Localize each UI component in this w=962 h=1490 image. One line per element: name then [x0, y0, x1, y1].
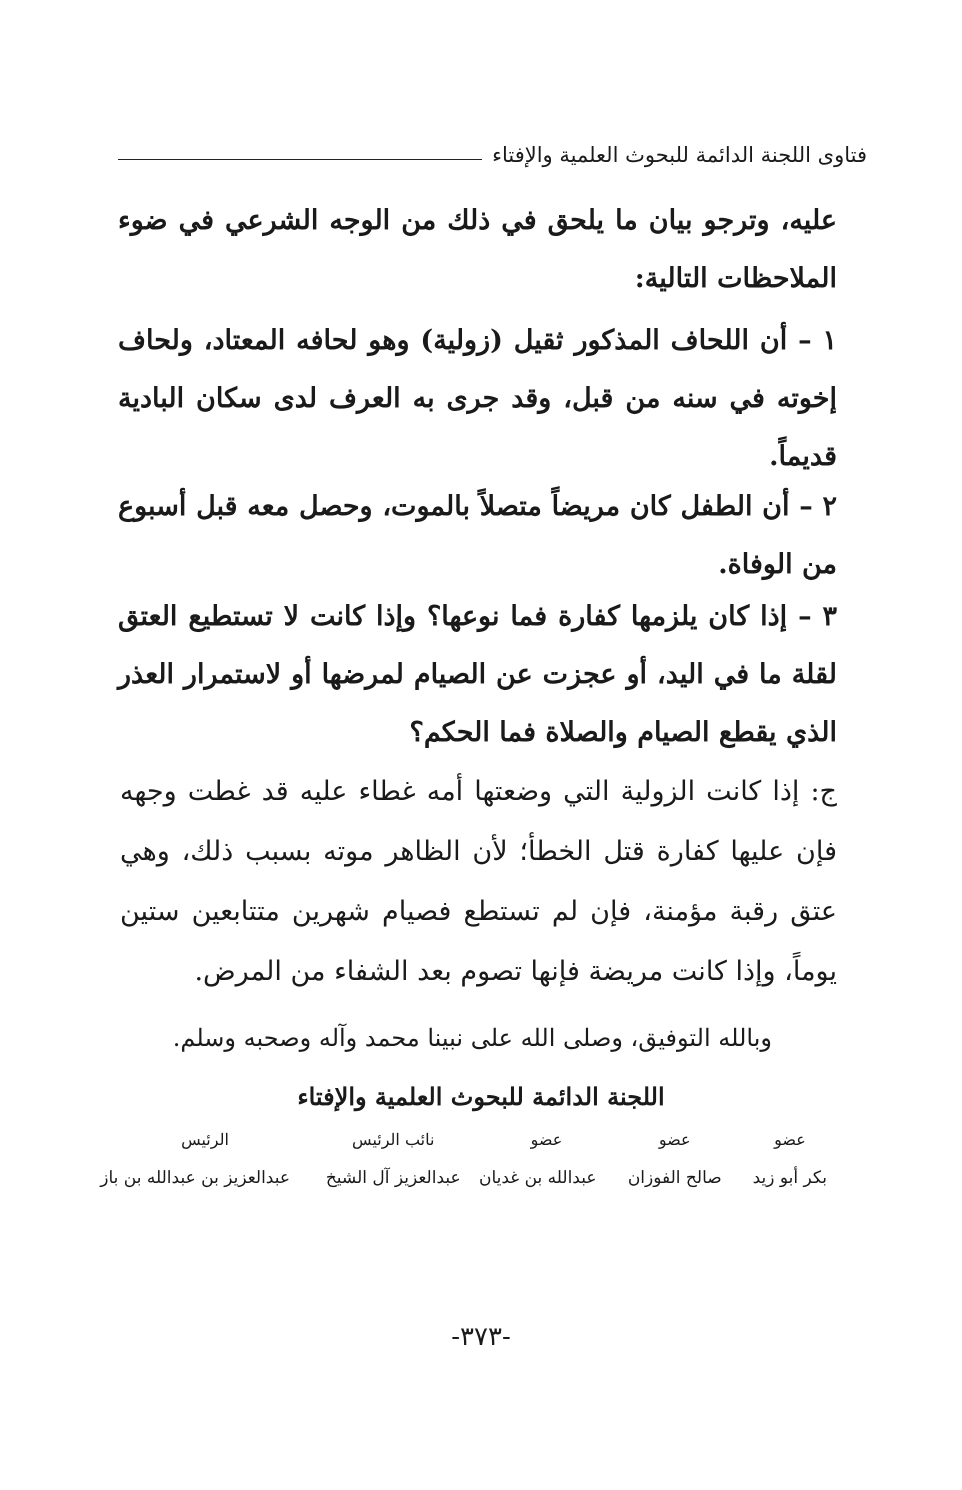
signatory-name: صالح الفوزان — [627, 1168, 722, 1188]
signatory-name: عبدالعزيز بن عبدالله بن باز — [100, 1168, 290, 1188]
signatory-role: عضو — [774, 1130, 806, 1149]
signatory-roles — [120, 1130, 827, 1149]
answer-text: ج: إذا كانت الزولية التي وضعتها أمه غطاء عليه قد غطت وجهه فإن عليها كفارة قتل الخطأ؛ لأن الظاهر موته بسبب ذلك، وهي عتق رقبة مؤمنة، فإن لم تستطع فصيام شهرين متتابعين ستين يوماً، وإذا كانت مريضة فإنها تصوم بعد الشفاء من المرض. — [120, 776, 837, 987]
question-item-2: ٢ – أن الطفل كان مريضاً متصلاً بالموت، وحصل معه قبل أسبوع من الوفاة. — [118, 491, 837, 580]
header-rule — [118, 159, 482, 160]
closing-line: وبالله التوفيق، وصلى الله على نبينا محمد وآله وصحبه وسلم. — [172, 1024, 772, 1052]
signatory-name: بكر أبو زيد — [752, 1168, 827, 1188]
signatory-role: نائب الرئيس — [352, 1130, 435, 1149]
signatory-names — [100, 1168, 827, 1188]
running-header — [118, 140, 867, 170]
question-intro: عليه، وترجو بيان ما يلحق في ذلك من الوجه الشرعي في ضوء الملاحظات التالية: — [118, 205, 837, 294]
signatory-role: عضو — [658, 1130, 691, 1149]
signatory-role: الرئيس — [181, 1130, 229, 1149]
signatory-name: عبدالله بن غديان — [478, 1168, 597, 1188]
page-number: -٣٧٣- — [451, 1322, 511, 1352]
signatory-role: عضو — [530, 1130, 563, 1149]
question-item-1: ١ – أن اللحاف المذكور ثقيل (زولية) وهو لحافه المعتاد، ولحاف إخوته في سنه من قبل، وقد جرى به العرف لدى سكان البادية قديماً. — [118, 325, 837, 472]
signatory-name: عبدالعزيز آل الشيخ — [325, 1168, 461, 1188]
committee-title: اللجنة الدائمة للبحوث العلمية والإفتاء — [297, 1082, 665, 1111]
question-item-3: ٣ – إذا كان يلزمها كفارة فما نوعها؟ وإذا كانت لا تستطيع العتق لقلة ما في اليد، أو عجزت عن الصيام لمرضها أو لاستمرار العذر الذي يقطع الصيام والصلاة فما الحكم؟ — [118, 601, 837, 748]
header-title: فتاوى اللجنة الدائمة للبحوث العلمية والإفتاء — [492, 143, 867, 167]
